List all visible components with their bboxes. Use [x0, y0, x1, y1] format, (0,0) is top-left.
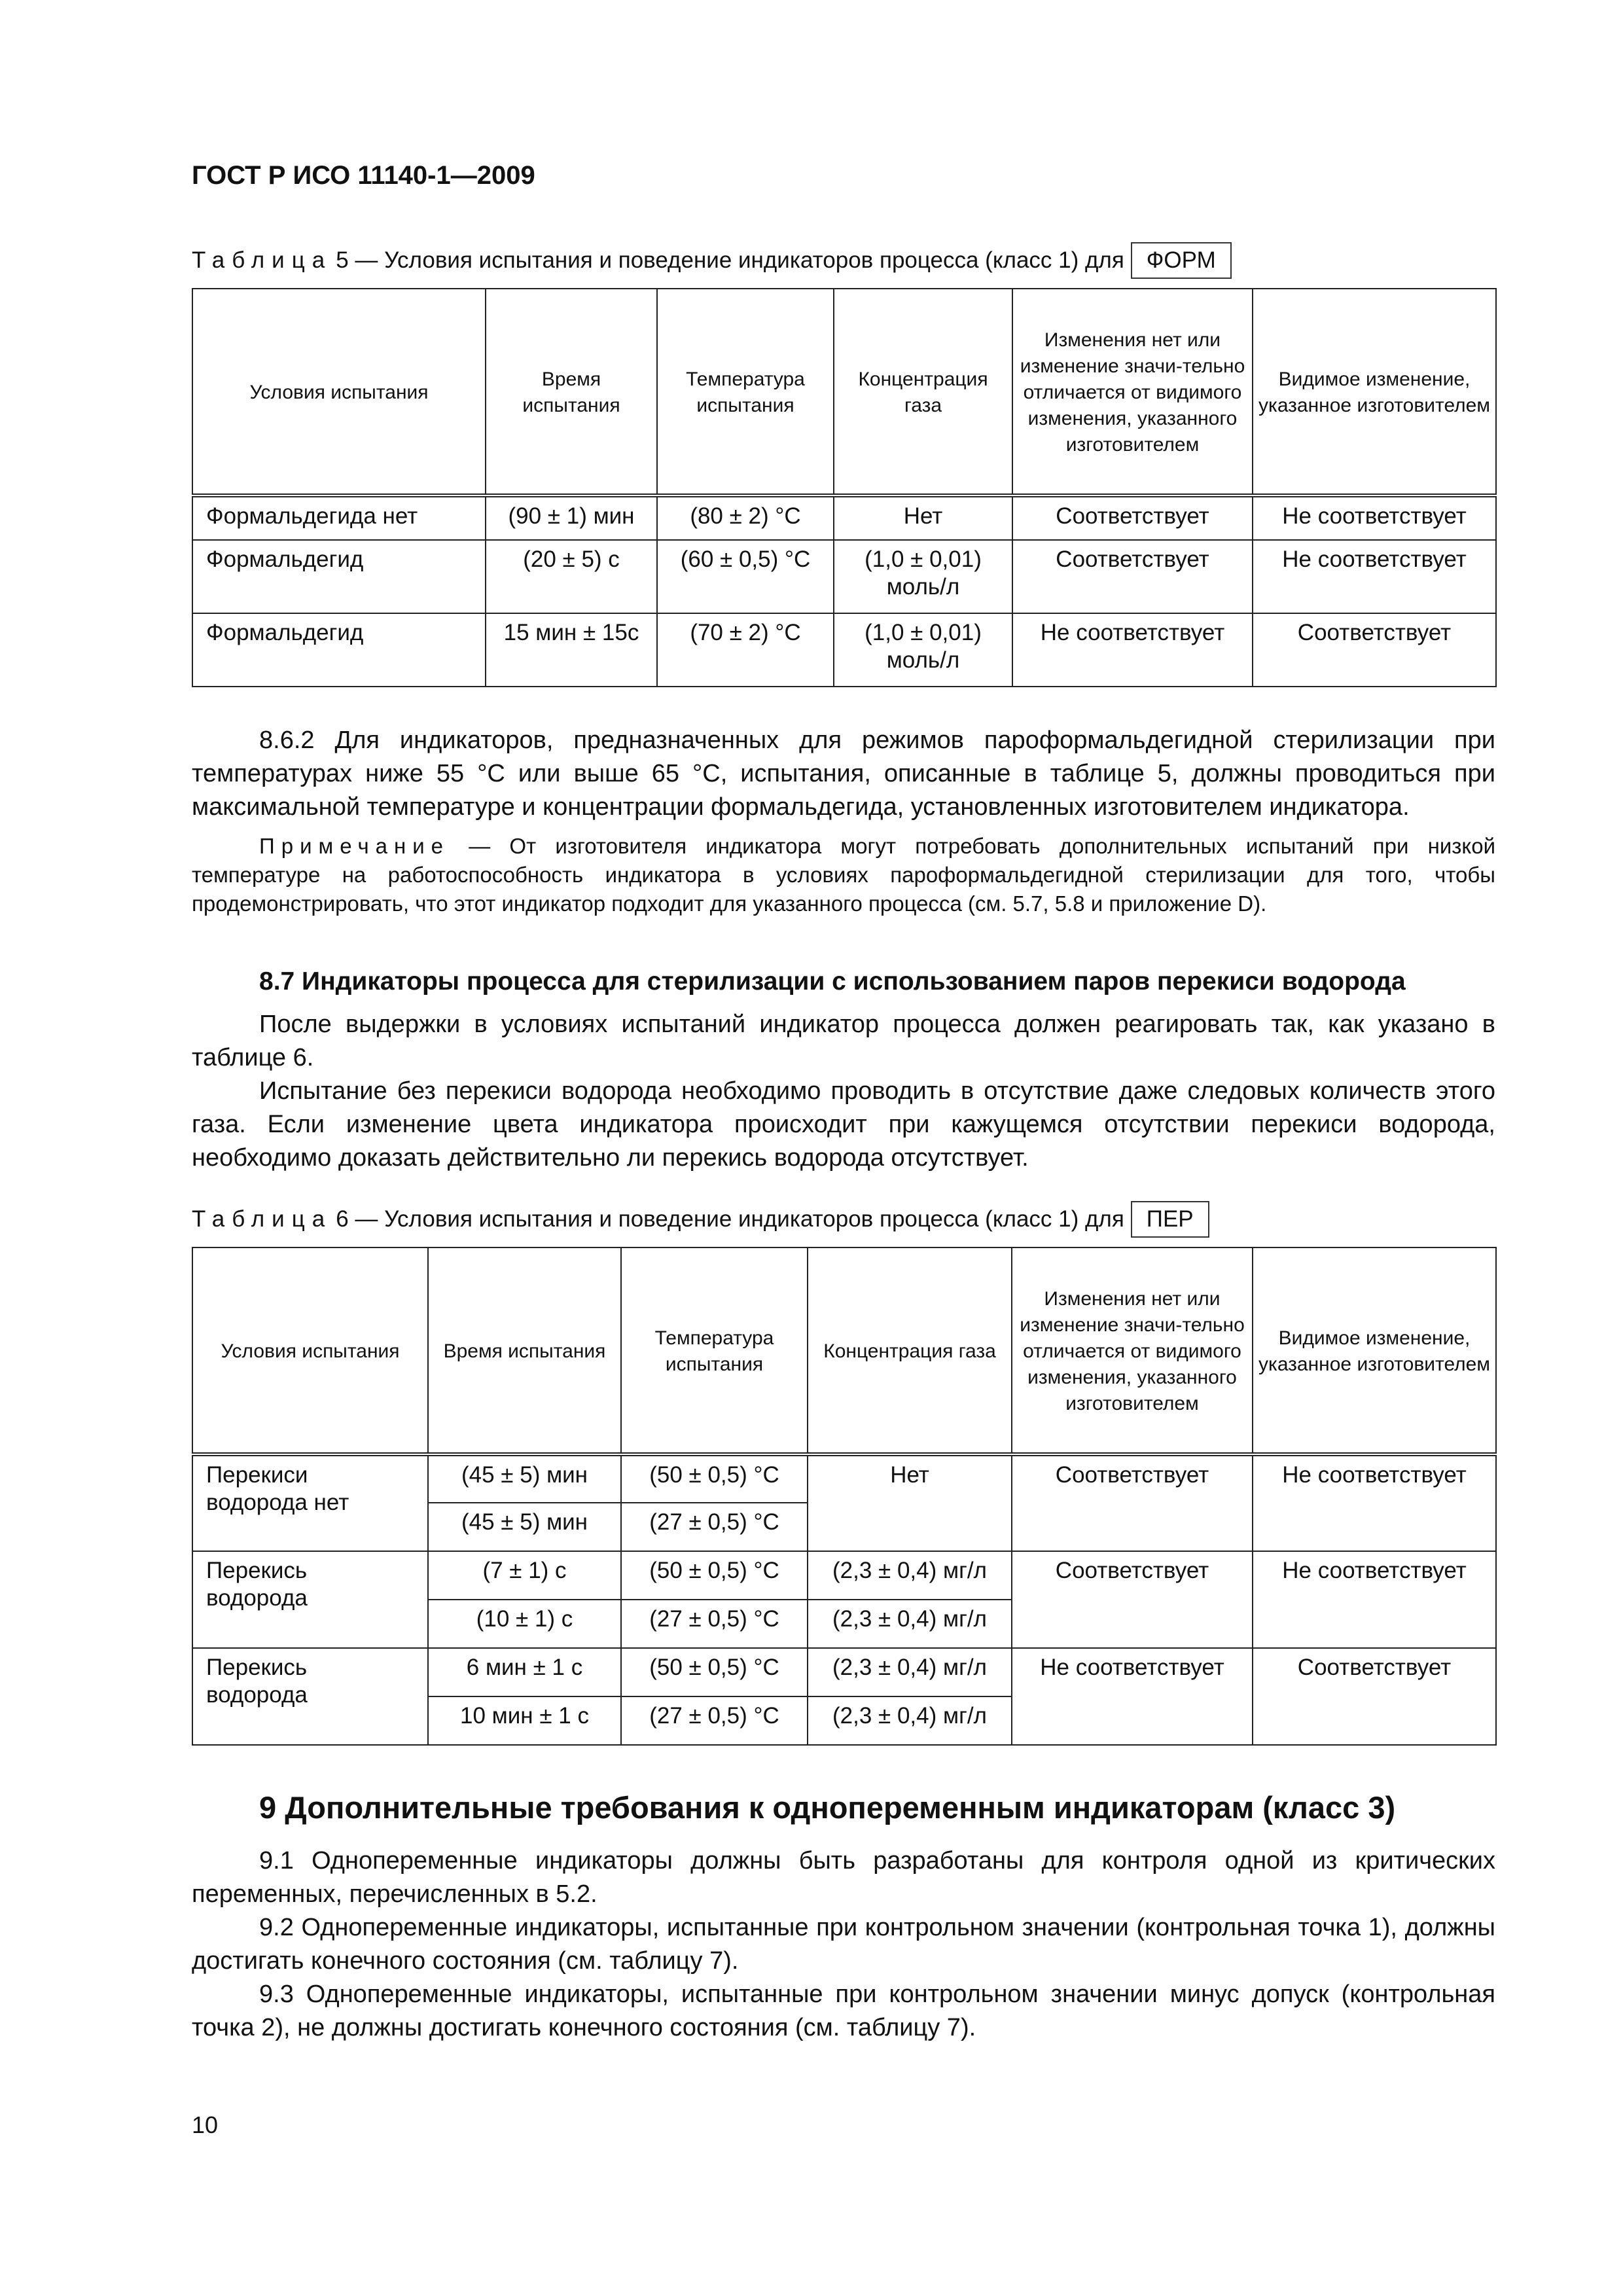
table-cell: Соответствует: [1012, 1454, 1253, 1551]
header-cell: Условия испытания: [192, 1247, 428, 1454]
note-label: Примечание: [259, 834, 450, 858]
caption-text: 5 — Условия испытания и поведение индикаторов процесса (класс 1) для: [336, 247, 1124, 273]
table-cell: Не соответствует: [1253, 1454, 1496, 1551]
table-cell: (10 ± 1) с: [428, 1600, 621, 1648]
table-row: [192, 613, 1496, 687]
table-label: Таблица: [192, 1206, 332, 1232]
header-cell: Концентрация газа: [808, 1247, 1012, 1454]
caption-text: 6 — Условия испытания и поведение индикаторов процесса (класс 1) для: [336, 1206, 1124, 1232]
table-cell: Не соответствует: [1253, 540, 1496, 613]
header-cell: Условия испытания: [192, 289, 486, 495]
table-cell: Перекись водорода: [192, 1648, 428, 1745]
table-label: Таблица: [192, 247, 332, 273]
section-8-7-body: [192, 1008, 1495, 1175]
table-row: [192, 540, 1496, 613]
table-cell: Формальдегид: [192, 613, 486, 687]
table-cell: 15 мин ± 15с: [486, 613, 657, 687]
section-8-7-heading: 8.7 Индикаторы процесса для стерилизации с использованием паров перекиси водорода: [259, 967, 1406, 996]
header-cell: Изменения нет или изменение значи-тельно отличается от видимого изменения, указанного изготовителем: [1012, 1247, 1253, 1454]
table-cell: Перекиси водорода нет: [192, 1454, 428, 1551]
table-cell: (27 ± 0,5) °С: [621, 1600, 808, 1648]
table-cell: (45 ± 5) мин: [428, 1454, 621, 1503]
paragraph: Испытание без перекиси водорода необходимо проводить в отсутствие даже следовых количеств этого газа. Если изменение цвета индикатора происходит при кажущемся отсутствии перекиси водорода, необходимо доказать действительно ли перекись водорода отсутствует.: [192, 1077, 1495, 1172]
table-cell: 10 мин ± 1 с: [428, 1696, 621, 1745]
table-cell: Нет: [808, 1454, 1012, 1551]
table-cell: Соответствует: [1253, 1648, 1496, 1745]
table-5: [192, 288, 1497, 687]
table-cell: Не соответствует: [1012, 613, 1253, 687]
table-header-row: [192, 1247, 1496, 1454]
table-cell: (2,3 ± 0,4) мг/л: [808, 1648, 1012, 1696]
table-header-row: [192, 289, 1496, 495]
paragraph: После выдержки в условиях испытаний индикатор процесса должен реагировать так, как указано в таблице 6.: [192, 1011, 1495, 1071]
header-cell: Видимое изменение, указанное изготовителем: [1253, 289, 1496, 495]
table-cell: (1,0 ± 0,01) моль/л: [834, 540, 1012, 613]
header-cell: Изменения нет или изменение значи-тельно отличается от видимого изменения, указанного изготовителем: [1012, 289, 1253, 495]
table-cell: (80 ± 2) °С: [657, 495, 834, 540]
table-cell: Нет: [834, 495, 1012, 540]
header-cell: Видимое изменение, указанное изготовителем: [1253, 1247, 1496, 1454]
process-mark-box: ФОРМ: [1131, 242, 1232, 279]
section-8-6-2: [192, 724, 1495, 918]
table-6: [192, 1247, 1497, 1746]
table-cell: Перекись водорода: [192, 1551, 428, 1648]
table-cell: (90 ± 1) мин: [486, 495, 657, 540]
table-cell: Соответствует: [1012, 540, 1253, 613]
process-mark-box: ПЕР: [1131, 1201, 1209, 1238]
header-cell: Температура испытания: [621, 1247, 808, 1454]
table-cell: Не соответствует: [1253, 1551, 1496, 1648]
table-cell: (2,3 ± 0,4) мг/л: [808, 1696, 1012, 1745]
paragraph: 9.2 Однопеременные индикаторы, испытанные при контрольном значении (контрольная точка 1), должны достигать конечного состояния (см. таблицу 7).: [192, 1914, 1495, 1975]
table-cell: 6 мин ± 1 с: [428, 1648, 621, 1696]
header-cell: Время испытания: [486, 289, 657, 495]
note-text: — От изготовителя индикатора могут потребовать дополнительных испытаний при низкой температуре на работоспособность индикатора в условиях пароформальдегидной стерилизации для того, чтобы продемонстрировать, что этот индикатор подходит для указанного процесса (см. 5.7, 5.8 и приложение D).: [192, 834, 1496, 916]
table-cell: (1,0 ± 0,01) моль/л: [834, 613, 1012, 687]
table-cell: (20 ± 5) с: [486, 540, 657, 613]
table-cell: Соответствует: [1012, 1551, 1253, 1648]
section-9-body: [192, 1844, 1495, 2045]
table-row: [192, 495, 1496, 540]
paragraph: 9.1 Однопеременные индикаторы должны быть разработаны для контроля одной из критических переменных, перечисленных в 5.2.: [192, 1847, 1495, 1908]
table-cell: Не соответствует: [1012, 1648, 1253, 1745]
table-cell: Формальдегид: [192, 540, 486, 613]
table-cell: Формальдегида нет: [192, 495, 486, 540]
table-cell: (2,3 ± 0,4) мг/л: [808, 1600, 1012, 1648]
table-cell: Не соответствует: [1253, 495, 1496, 540]
note: [192, 832, 1495, 918]
section-9-heading: 9 Дополнительные требования к однопеременным индикаторам (класс 3): [259, 1790, 1396, 1825]
table-cell: (50 ± 0,5) °С: [621, 1648, 808, 1696]
table-6-caption: [192, 1201, 1209, 1238]
table-cell: Соответствует: [1253, 613, 1496, 687]
table-cell: (27 ± 0,5) °С: [621, 1696, 808, 1745]
table-cell: (7 ± 1) с: [428, 1551, 621, 1600]
table-row: [192, 1648, 1496, 1696]
document-code-header: ГОСТ Р ИСО 11140-1—2009: [192, 161, 535, 190]
header-cell: Температура испытания: [657, 289, 834, 495]
table-cell: (50 ± 0,5) °С: [621, 1454, 808, 1503]
table-cell: Соответствует: [1012, 495, 1253, 540]
table-row: [192, 1551, 1496, 1600]
table-cell: (45 ± 5) мин: [428, 1503, 621, 1551]
header-cell: Концентрация газа: [834, 289, 1012, 495]
paragraph: 9.3 Однопеременные индикаторы, испытанные при контрольном значении минус допуск (контрольная точка 2), не должны достигать конечного состояния (см. таблицу 7).: [192, 1981, 1495, 2041]
table-cell: (60 ± 0,5) °С: [657, 540, 834, 613]
table-row: [192, 1454, 1496, 1503]
table-5-caption: [192, 242, 1232, 279]
table-cell: (50 ± 0,5) °С: [621, 1551, 808, 1600]
table-cell: (27 ± 0,5) °С: [621, 1503, 808, 1551]
header-cell: Время испытания: [428, 1247, 621, 1454]
paragraph: 8.6.2 Для индикаторов, предназначенных для режимов пароформальдегидной стерилизации при температурах ниже 55 °С или выше 65 °С, испытания, описанные в таблице 5, должны проводиться при максимальной температуре и концентрации формальдегида, установленных изготовителем индикатора.: [192, 726, 1495, 821]
table-cell: (70 ± 2) °С: [657, 613, 834, 687]
page-number: 10: [192, 2111, 219, 2138]
table-cell: (2,3 ± 0,4) мг/л: [808, 1551, 1012, 1600]
